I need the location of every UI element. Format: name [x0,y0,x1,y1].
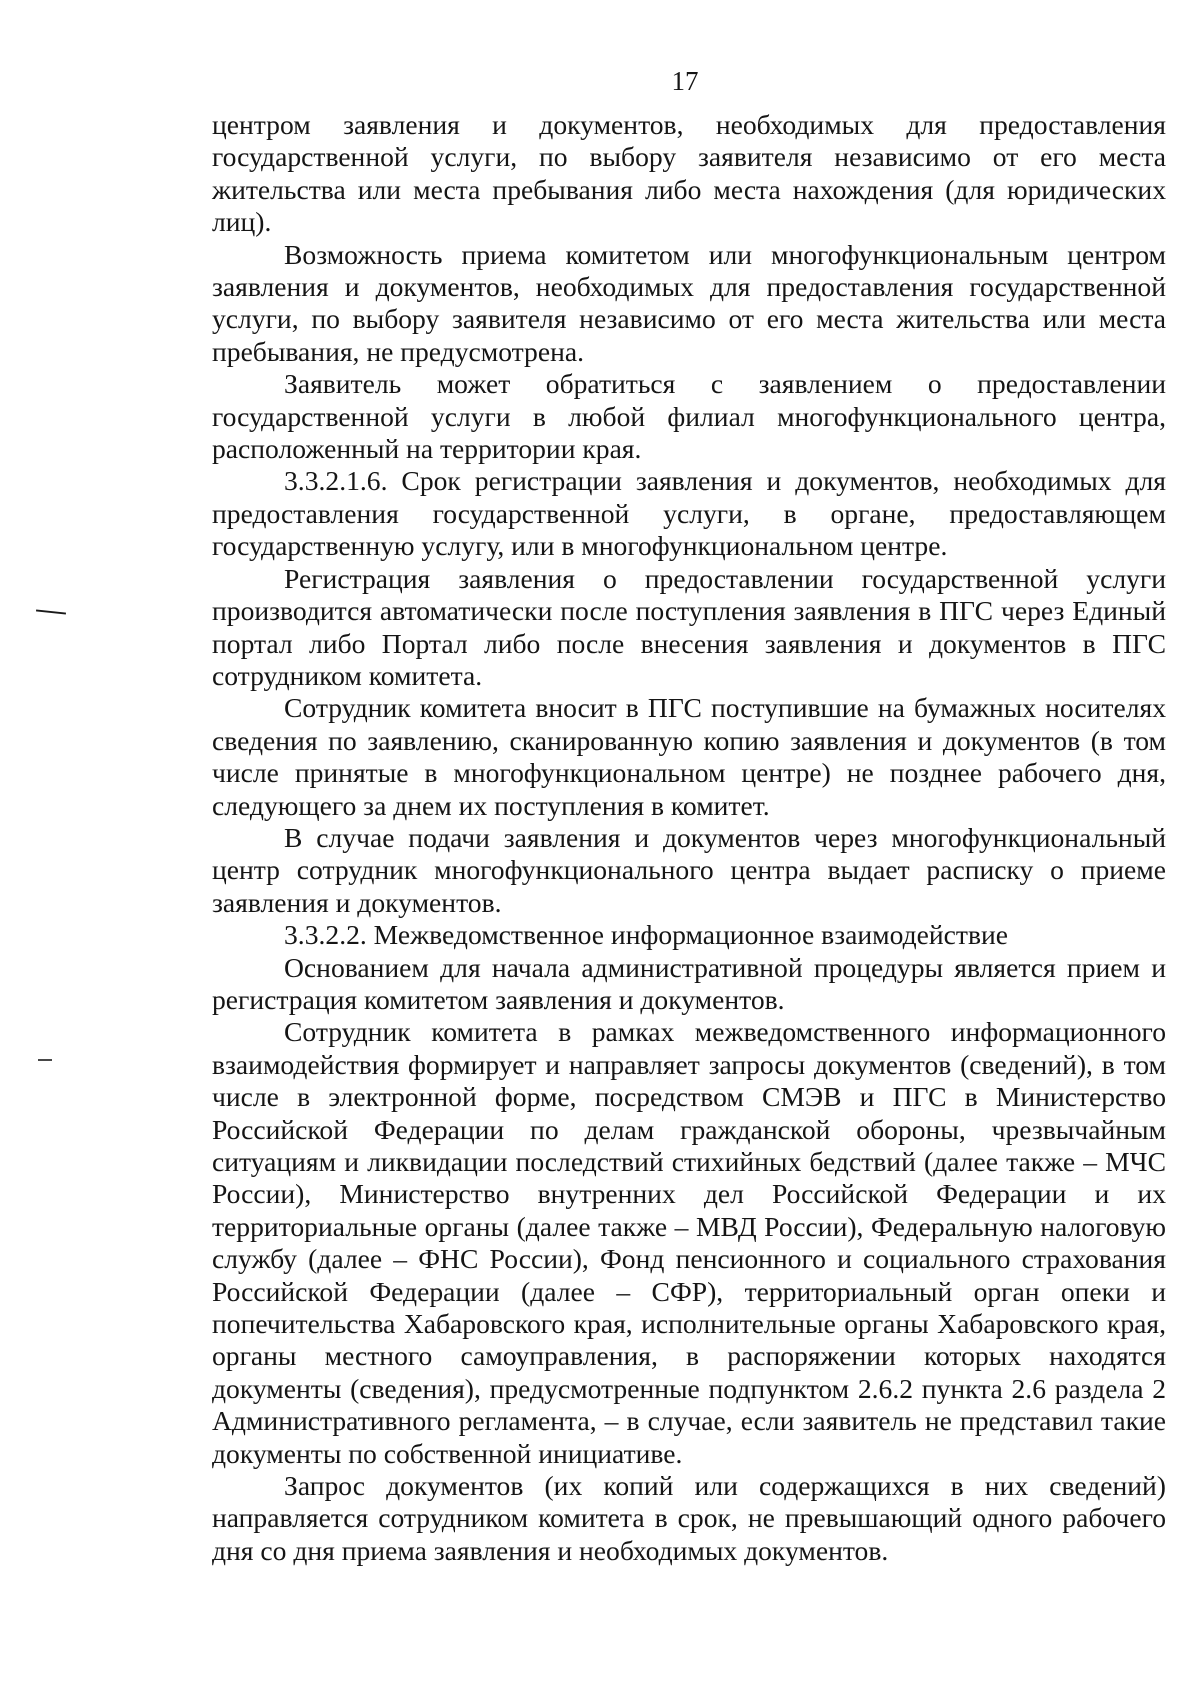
paragraph-reception-possibility: Возможность приема комитетом или многофункциональным центром заявления и документов, необходимых для предоставления государственной услуги, по выбору заявителя независимо от его места жительства или места пребывания, не предусмотрена. [212,238,1166,367]
paragraph-basis: Основанием для начала административной процедуры является прием и регистрация комитетом заявления и документов. [212,951,1166,1015]
paragraph-receipt: В случае подачи заявления и документов через многофункциональный центр сотрудник многофункционального центра выдает расписку о приеме заявления и документов. [212,821,1166,918]
paragraph-request-deadline: Запрос документов (их копий или содержащихся в них сведений) направляется сотрудником комитета в срок, не превышающий одного рабочего дня со дня приема заявления и необходимых документов. [212,1470,1166,1566]
paragraph-employee-enters: Сотрудник комитета вносит в ПГС поступившие на бумажных носителях сведения по заявлению, сканированную копию заявления и документов (в том числе принятые в многофункциональном центре) не позднее рабочего дня, следующего за днем их поступления в комитет. [212,692,1166,821]
section-3-3-2-1-6: 3.3.2.1.6. Срок регистрации заявления и документов, необходимых для предоставления государственной услуги, в органе, предоставляющем государственную услугу, или в многофункциональном центре. [212,465,1166,562]
document-body [212,109,1166,1567]
margin-mark [36,609,66,614]
paragraph-continuation: центром заявления и документов, необходимых для предоставления государственной услуги, по выбору заявителя независимо от его места жительства или места пребывания либо места нахождения (для юридических лиц). [212,109,1166,238]
page-number: 17 [671,66,699,96]
paragraph-interagency-requests: Сотрудник комитета в рамках межведомственного информационного взаимодействия формирует и направляет запросы документов (сведений), в том числе в электронной форме, посредством СМЭВ и ПГС в Министерство Российской Федерации по делам гражданской обороны, чрезвычайным ситуациям и ликвидации последствий стихийных бедствий (далее также – МЧС России), Министерство внутренних дел Российской Федерации и их территориальные органы (далее также – МВД России), Федеральную налоговую службу (далее – ФНС России), Фонд пенсионного и социального страхования Российской Федерации (далее – СФР), территориальный орган опеки и попечительства Хабаровского края, исполнительные органы Хабаровского края, органы местного самоуправления, в распоряжении которых находятся документы (сведения), предусмотренные подпунктом 2.6.2 пункта 2.6 раздела 2 Административного регламента, – в случае, если заявитель не представил такие документы по собственной инициативе. [212,1016,1166,1469]
paragraph-registration: Регистрация заявления о предоставлении государственной услуги производится автоматически после поступления заявления в ПГС через Единый портал либо Портал либо после внесения заявления и документов в ПГС сотрудником комитета. [212,562,1166,691]
paragraph-any-branch: Заявитель может обратиться с заявлением о предоставлении государственной услуги в любой филиал многофункционального центра, расположенный на территории края. [212,368,1166,465]
margin-mark [38,1059,52,1061]
section-3-3-2-2-heading: 3.3.2.2. Межведомственное информационное взаимодействие [284,919,1008,951]
